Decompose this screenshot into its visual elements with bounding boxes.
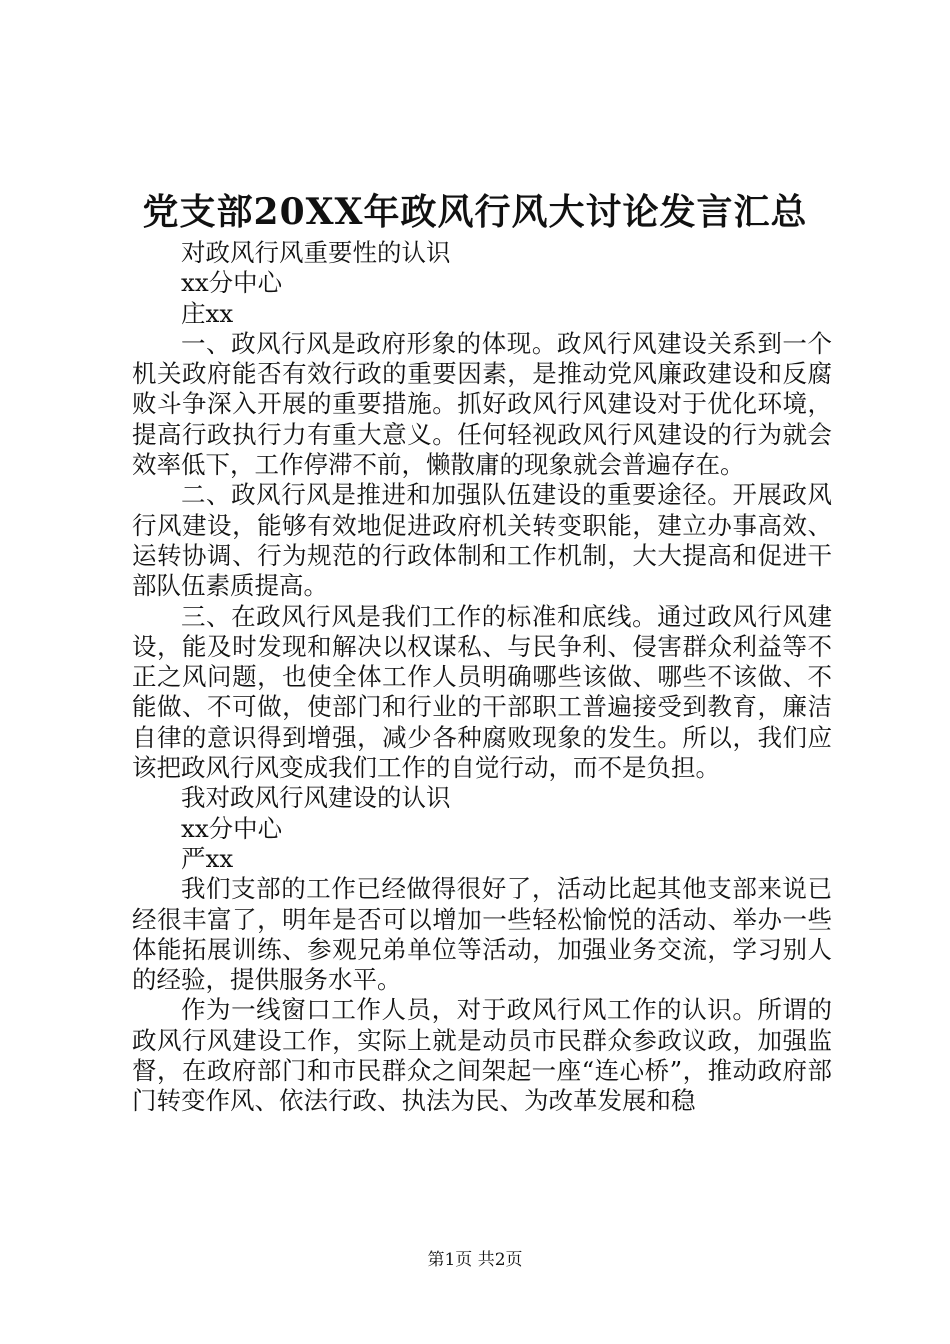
paragraph-unit-2: xx分中心 [181,813,283,843]
paragraph-unit-1: xx分中心 [181,268,283,298]
document-title: 党支部20XX年政风行风大讨论发言汇总 [142,191,808,233]
paragraph: 三、在政风行风是我们工作的标准和底线。通过政风行风建设，能及时发现和解决以权谋私、与民争利、侵害群众利益等不正之风问题，也使全体工作人员明确哪些该做、哪些不该做、不能做、不可做，使部门和行业的干部职工普遍接受到教育，廉洁自律的意识得到增强，减少各种腐败现象的发生。所以，我们应该把政风行风变成我们工作的自觉行动，而不是负担。 [132,601,832,783]
paragraph: 一、政风行风是政府形象的体现。政风行风建设关系到一个机关政府能否有效行政的重要因素，是推动党风廉政建设和反腐败斗争深入开展的重要措施。抓好政风行风建设对于优化环境，提高行政执行力有重大意义。任何轻视政风行风建设的行为就会效率低下，工作停滞不前，懒散庸的现象就会普遍存在。 [132,328,832,480]
paragraph-heading-1: 对政风行风重要性的认识 [181,238,451,267]
paragraph-author-2: 严xx [181,843,234,873]
paragraph: 二、政风行风是推进和加强队伍建设的重要途径。开展政风行风建设，能够有效地促进政府机关转变职能，建立办事高效、运转协调、行为规范的行政体制和工作机制，大大提高和促进干部队伍素质提高。 [132,480,832,601]
document-body [132,238,832,1117]
paragraph: 我们支部的工作已经做得很好了，活动比起其他支部来说已经很丰富了，明年是否可以增加一些轻松愉悦的活动、举办一些体能拓展训练、参观兄弟单位等活动，加强业务交流，学习别人的经验，提供服务水平。 [132,874,832,995]
paragraph: 作为一线窗口工作人员，对于政风行风工作的认识。所谓的政风行风建设工作，实际上就是动员市民群众参政议政，加强监督，在政府部门和市民群众之间架起一座“连心桥”，推动政府部门转变作风、依法行政、执法为民、为改革发展和稳 [132,995,832,1116]
paragraph-author-1: 庄xx [181,298,234,328]
page-footer: 第1页 共2页 [427,1250,523,1270]
paragraph-heading-2: 我对政风行风建设的认识 [181,783,451,813]
